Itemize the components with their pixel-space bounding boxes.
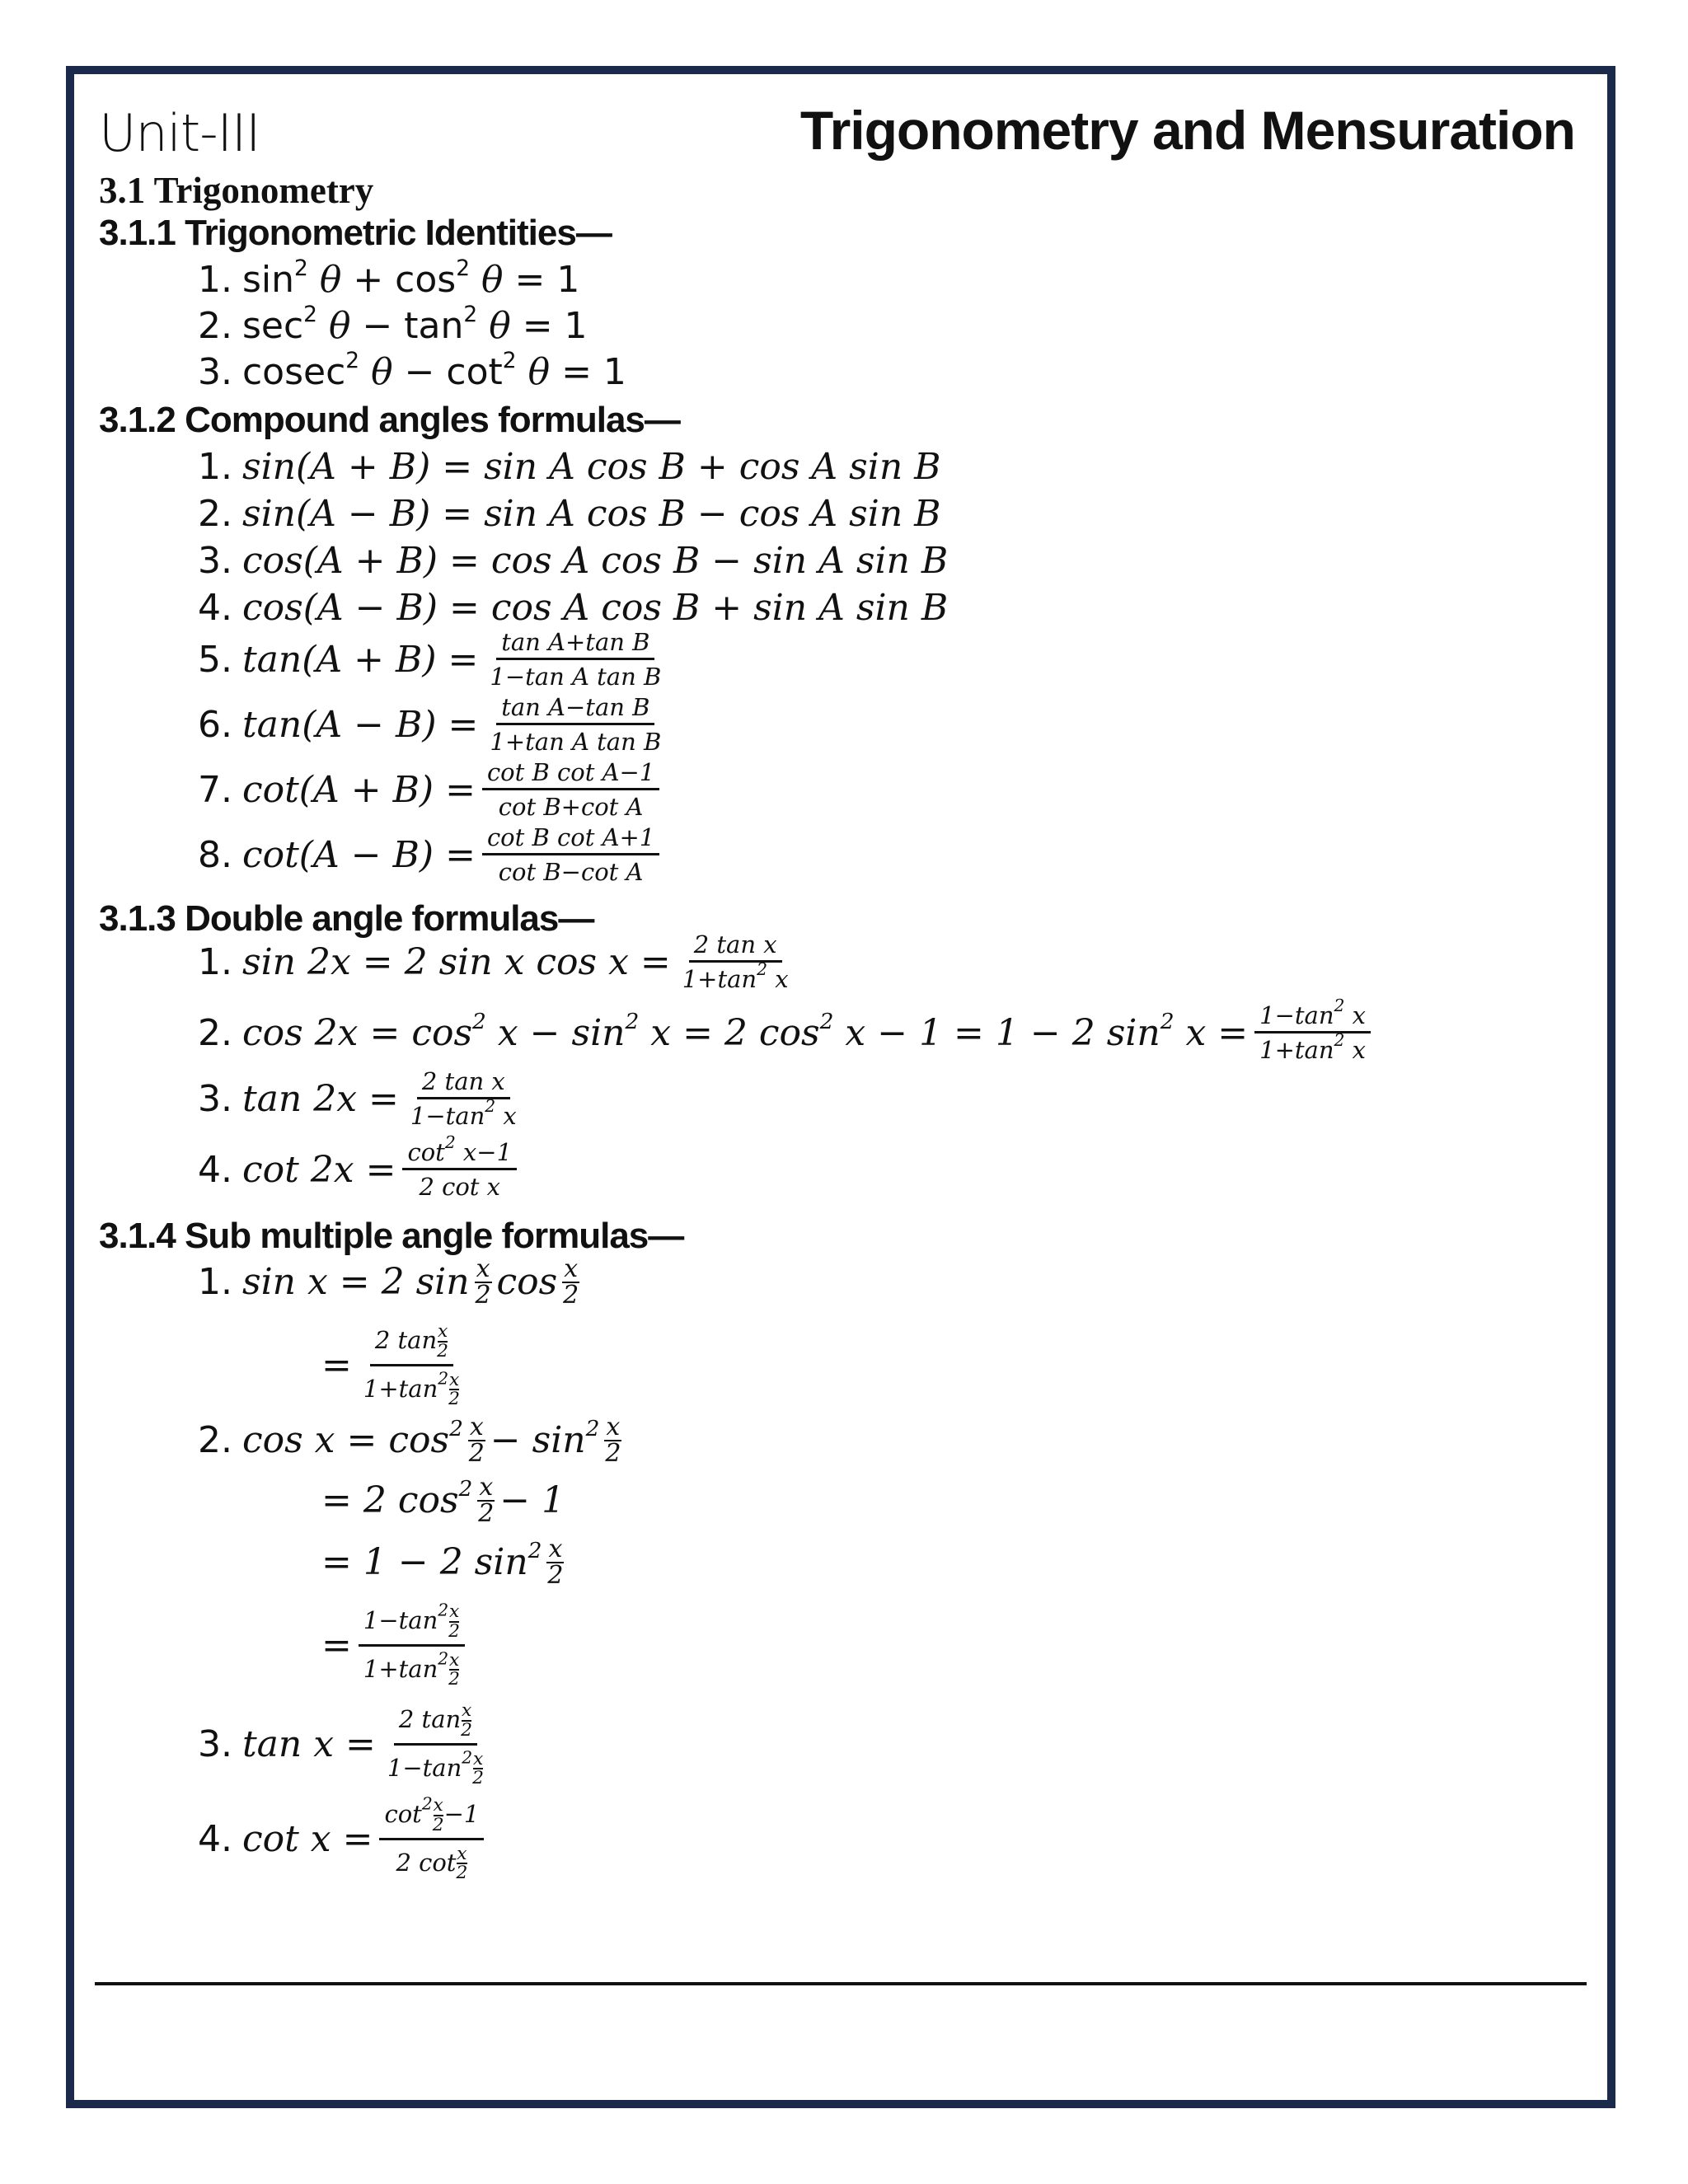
submultiple-2c: = 1 − 2 $\sin^2$ x 2 bbox=[321, 1535, 564, 1590]
compound-6: 6. tan(A − B) = $\frac{\text{tan A−tan B}}{\text{1+tan A tan B}}$ bbox=[198, 693, 662, 756]
compound-8: 8. cot(A − B) = $\frac{\text{cot B cot A+1}}{\text{cot B−cot A}}$ bbox=[198, 826, 666, 884]
footer-rule bbox=[95, 1982, 1587, 1985]
double-2: 2. $\cos 2x = \cos^2 x - \sin^2 x = 2$ $\cos^2 x - 1 = 1 - 2$ $\sin^2 x$ = $\frac{1-\tan^2 x}{1+\tan^2 x}$ bbox=[198, 1004, 1377, 1062]
submultiple-1b: = 2 tan $\frac{x}{2}$ $1+\tan^2$ $\frac{x}{2}$ bbox=[321, 1321, 460, 1410]
compound-7: 7. cot(A + B) = $\frac{\text{cot B cot A−1}}{\text{cot B+cot A}}$ bbox=[198, 761, 666, 819]
compound-5: 5. tan(A + B) = $\frac{\text{tan A+tan B}}{\text{1−tan A tan B}}$ bbox=[198, 628, 662, 691]
submultiple-1: 1. sin x = 2 sin x 2 cos x 2 bbox=[198, 1254, 579, 1310]
subhead-double: 3.1.3 Double angle formulas— bbox=[99, 898, 594, 939]
double-4: 4. cot 2x = $\frac{\cot^2 x-1}{\text{2 cot x}}$ bbox=[198, 1141, 523, 1199]
compound-2: 2. sin(A − B) = sin A cos B − cos A sin B bbox=[198, 493, 941, 535]
submultiple-3: 3. tan x = 2 tan $\frac{x}{2}$ $1-\tan^2$ $\frac{x}{2}$ bbox=[198, 1700, 485, 1789]
double-3: 3. tan 2x = $\frac{\text{2 tan x}}{1-\tan^2 x}$ bbox=[198, 1067, 517, 1130]
identity-3: 3. cosec$^2$ $\theta - \cot^2 \theta = 1$ bbox=[198, 348, 626, 393]
submultiple-2: 2. $\cos x = \cos^2$ x 2 − $\sin^2$ x 2 bbox=[198, 1413, 621, 1468]
subhead-submultiple: 3.1.4 Sub multiple angle formulas— bbox=[99, 1216, 684, 1256]
subhead-compound: 3.1.2 Compound angles formulas— bbox=[99, 400, 680, 440]
page-title: Trigonometry and Mensuration bbox=[799, 100, 1575, 161]
compound-3: 3. cos(A + B) = cos A cos B − sin A sin B bbox=[198, 540, 949, 582]
identity-1: 1. $\sin^2 \theta + \cos^2 \theta = 1$ bbox=[198, 255, 580, 301]
section-title: 3.1 Trigonometry bbox=[99, 170, 374, 211]
unit-label: Unit-III bbox=[99, 103, 260, 163]
double-1: 1. sin 2x = 2 sin x cos x = $\frac{\text{2 tan x}}{1+\tan^2 x}$ bbox=[198, 930, 789, 993]
compound-1: 1. sin(A + B) = sin A cos B + cos A sin B bbox=[198, 446, 941, 488]
identity-2: 2. $\sec^2 \theta - \tan^2 \theta = 1$ bbox=[198, 302, 588, 347]
submultiple-2b: = 2 $\cos^2$ x 2 − 1 bbox=[321, 1473, 565, 1528]
submultiple-4: 4. cot x = $\cot^2$ $\frac{x}{2}$ −1 2 cot $\frac{x}{2}$ bbox=[198, 1797, 490, 1882]
subhead-identities: 3.1.1 Trigonometric Identities— bbox=[99, 213, 612, 253]
compound-4: 4. cos(A − B) = cos A cos B + sin A sin B bbox=[198, 587, 949, 629]
submultiple-2d: = $1-\tan^2$ $\frac{x}{2}$ $1+\tan^2$ $\frac{x}{2}$ bbox=[321, 1603, 471, 1689]
